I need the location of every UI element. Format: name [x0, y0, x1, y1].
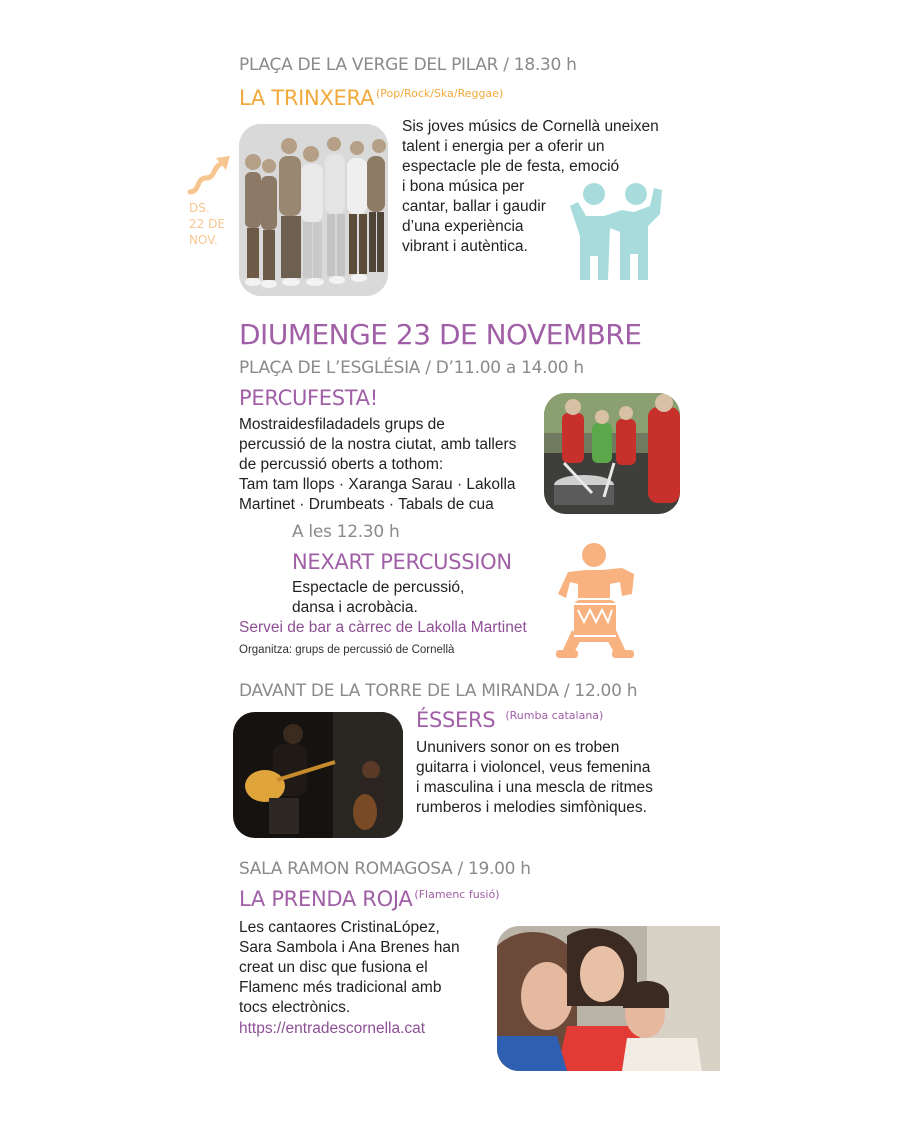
desc-line: vibrant i autèntica. — [402, 238, 528, 255]
band-photo — [239, 124, 388, 296]
day-heading-number: 23 — [395, 318, 431, 351]
desc-line: creat un disc que fusiona el — [239, 959, 428, 976]
desc-line: tocs electrònics. — [239, 999, 351, 1016]
desc-line: de percussió oberts a tothom: — [239, 456, 444, 473]
event-title-la-prenda-roja — [239, 887, 500, 911]
event-title: LA TRINXERA — [239, 86, 375, 110]
desc-line: i bona música per — [402, 178, 525, 195]
day-heading — [239, 318, 641, 351]
desc-line: dansa i acrobàcia. — [292, 599, 418, 616]
date-badge — [189, 200, 225, 248]
drummers-photo — [544, 393, 680, 514]
desc-line: Espectacle de percussió, — [292, 579, 465, 596]
venue-time: / 12.00 h — [563, 681, 638, 701]
desc-line: Martinet · Drumbeats · Tabals de cua — [239, 496, 494, 513]
desc-line: guitarra i violoncel, veus femenina — [416, 759, 651, 776]
desc-line: Ununivers sonor on es troben — [416, 739, 620, 756]
event-title: LA PRENDA ROJA — [239, 887, 413, 911]
date-badge-day: DS. — [189, 201, 210, 215]
event-title-essers — [416, 708, 603, 732]
sub-event-time: A les 12.30 h — [292, 522, 400, 542]
date-badge-month: NOV. — [189, 233, 218, 247]
desc-line: percussió de la nostra ciutat, amb tallers — [239, 436, 517, 453]
desc-line: cantar, ballar i gaudir — [402, 198, 546, 215]
date-badge-num: 22 DE — [189, 217, 225, 231]
desc-line: rumberos i melodies simfòniques. — [416, 799, 647, 816]
venue-name: DAVANT DE LA TORRE DE LA MIRANDA — [239, 681, 559, 701]
venue-line-4 — [239, 859, 531, 879]
desc-line: Sis joves músics de Cornellà uneixen — [402, 118, 659, 135]
organizer-note: Organitza: grups de percussió de Cornellà — [239, 644, 455, 656]
dancing-people-icon — [568, 180, 664, 280]
three-singers-photo — [497, 926, 720, 1071]
venue-time: / 19.00 h — [457, 859, 531, 879]
desc-line: i masculina i una mescla de ritmes — [416, 779, 653, 796]
event-genre: (Pop/Rock/Ska/Reggae) — [376, 87, 504, 100]
event-genre: (Rumba catalana) — [505, 709, 604, 722]
desc-line: d’una experiència — [402, 218, 524, 235]
desc-line: espectacle ple de festa, emoció — [402, 158, 620, 175]
venue-name: SALA RAMON ROMAGOSA — [239, 859, 453, 879]
sub-event-description — [292, 578, 464, 618]
venue-time: / 18.30 h — [503, 55, 577, 75]
venue-name: PLAÇA DE LA VERGE DEL PILAR — [239, 55, 499, 75]
sub-event-title: NEXART PERCUSSION — [292, 550, 512, 574]
desc-line: Flamenc més tradicional amb — [239, 979, 442, 996]
venue-line-3 — [239, 681, 637, 701]
guitar-cello-photo — [233, 712, 403, 838]
venue-time: / D’11.00 a 14.00 h — [425, 358, 584, 378]
venue-name: PLAÇA DE L’ESGLÉSIA — [239, 358, 421, 378]
event-title: ÉSSERS — [416, 708, 496, 732]
event-description — [416, 738, 653, 818]
desc-line: Mostraidesfiladadels grups de — [239, 416, 445, 433]
desc-line: Tam tam llops · Xaranga Sarau · Lakolla — [239, 476, 516, 493]
event-genre: (Flamenc fusió) — [414, 888, 500, 901]
curly-arrow-icon — [186, 152, 236, 198]
venue-line-1 — [239, 55, 577, 75]
desc-line: Les cantaores CristinaLópez, — [239, 919, 440, 936]
event-description — [239, 415, 516, 515]
event-title-percufesta: PERCUFESTA! — [239, 386, 378, 410]
desc-line: Sara Sambola i Ana Brenes han — [239, 939, 460, 956]
bar-service-note: Servei de bar a càrrec de Lakolla Martinet — [239, 619, 527, 636]
event-title-la-trinxera — [239, 86, 503, 110]
drummer-icon — [552, 542, 638, 658]
desc-line: talent i energia per a oferir un — [402, 138, 605, 155]
event-description — [239, 918, 460, 1018]
day-heading-prefix: DIUMENGE — [239, 318, 396, 351]
venue-line-2 — [239, 358, 584, 378]
tickets-link[interactable]: https://entradescornella.cat — [239, 1020, 426, 1037]
day-heading-suffix: DE NOVEMBRE — [430, 318, 642, 351]
